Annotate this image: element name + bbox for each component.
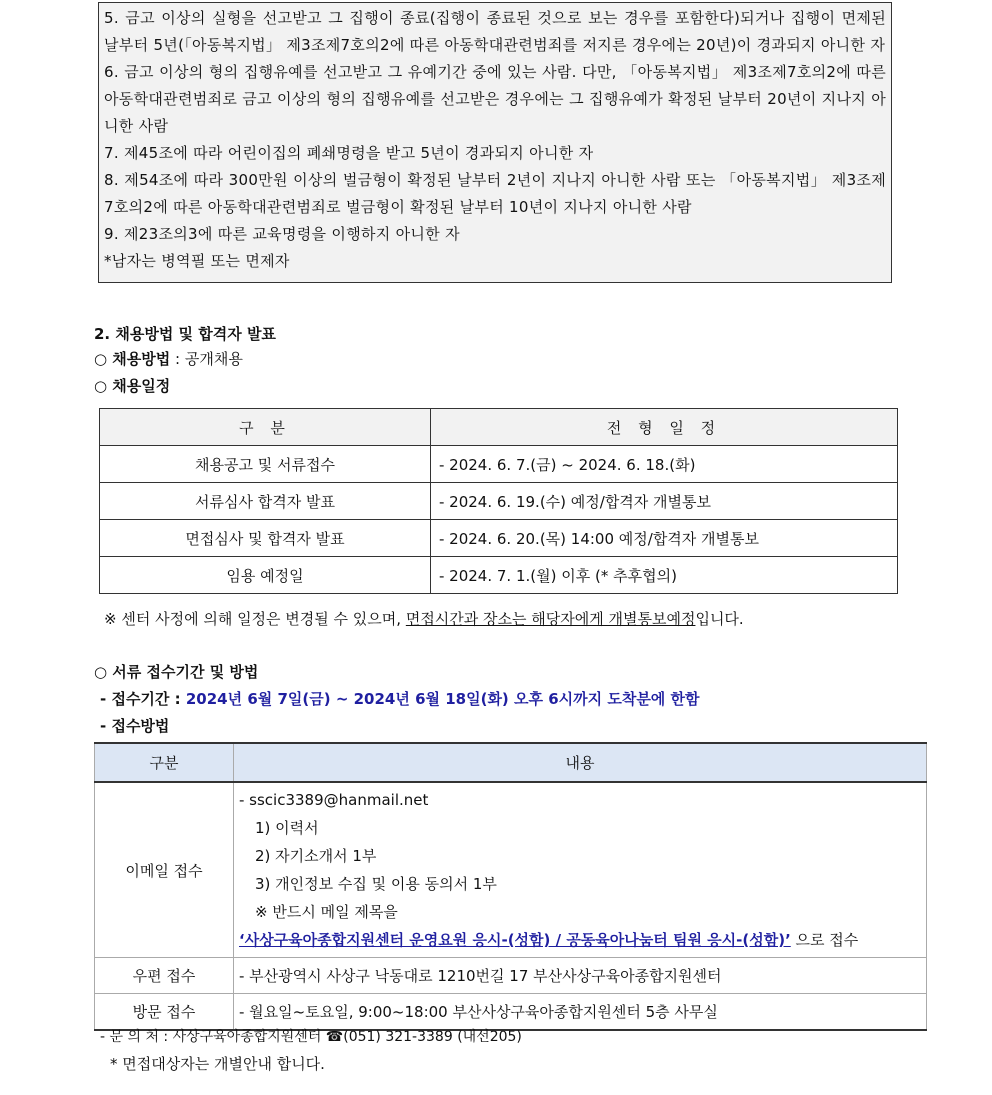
schedule-note-prefix: ※ 센터 사정에 의해 일정은 변경될 수 있으며, — [104, 610, 406, 628]
submission-method-label: - 접수방법 — [100, 717, 170, 735]
qualification-military: *남자는 병역필 또는 면제자 — [104, 252, 290, 270]
qualification-item-8: 8. 제54조에 따라 300만원 이상의 벌금형이 확정된 날부터 2년이 지나지 아니한 사람 또는 「아동복지법」 제3조제7호의2에 따른 아동학대관련범죄로 벌금형이 확정된 날부터 10년이 지나지 아니한 사람 — [104, 171, 886, 216]
qualification-item-5: 5. 금고 이상의 실형을 선고받고 그 집행이 종료(집행이 종료된 것으로 보는 경우를 포함한다)되거나 집행이 면제된 날부터 5년(「아동복지법」 제3조제7호의2에 따른 아동학대관련범죄를 저지른 경우에는 20년)이 경과되지 아니한 자 — [104, 9, 886, 54]
schedule-table — [99, 408, 898, 594]
submission-title: ○ 서류 접수기간 및 방법 — [94, 663, 259, 681]
email-subject-line — [239, 926, 921, 954]
schedule-category: 채용공고 및 서류접수 — [100, 446, 431, 483]
recruit-schedule-label: ○ 채용일정 — [94, 377, 171, 395]
schedule-note-underlined: 면접시간과 장소는 해당자에게 개별통보예정 — [405, 610, 696, 628]
email-content — [234, 782, 927, 958]
email-address: - sscic3389@hanmail.net — [239, 791, 429, 809]
table-row — [95, 958, 927, 994]
qualification-box — [98, 2, 892, 283]
table-row — [100, 483, 898, 520]
qualification-item-6: 6. 금고 이상의 형의 집행유예를 선고받고 그 유예기간 중에 있는 사람. 다만, 「아동복지법」 제3조제7호의2에 따른 아동학대관련범죄로 금고 이상의 형의 집행유예를 선고받은 경우에는 그 집행유예가 확정된 날부터 20년이 지나지 아니한 사람 — [104, 63, 886, 135]
schedule-note-suffix: 입니다. — [695, 610, 744, 628]
submission-method-table — [94, 742, 927, 1031]
schedule-date: - 2024. 6. 19.(수) 예정/합격자 개별통보 — [431, 483, 898, 520]
post-label: 우편 접수 — [95, 958, 234, 994]
visit-value: - 월요일~토요일, 9:00~18:00 부산사상구육아종합지원센터 5층 사무실 — [234, 994, 927, 1031]
qualification-item-7: 7. 제45조에 따라 어린이집의 폐쇄명령을 받고 5년이 경과되지 아니한 자 — [104, 144, 594, 162]
email-doc-1: 1) 이력서 — [255, 819, 319, 837]
submission-period-label: - 접수기간 : — [100, 690, 186, 708]
email-subject-note: ※ 반드시 메일 제목을 — [255, 903, 398, 921]
table-row — [100, 446, 898, 483]
method-header-category: 구분 — [95, 743, 234, 782]
table-row — [100, 520, 898, 557]
table-row — [95, 994, 927, 1031]
table-row — [95, 782, 927, 958]
schedule-header-category: 구 분 — [100, 409, 431, 446]
schedule-date: - 2024. 6. 7.(금) ~ 2024. 6. 18.(화) — [431, 446, 898, 483]
email-subject: ‘사상구육아종합지원센터 운영요원 응시-(성함) / 공동육아나눔터 팀원 응시-(성함)’ — [239, 931, 791, 949]
schedule-header-date: 전 형 일 정 — [431, 409, 898, 446]
recruit-method-line — [94, 348, 243, 369]
method-header-row — [95, 743, 927, 782]
post-value: - 부산광역시 사상구 낙동대로 1210번길 17 부산사상구육아종합지원센터 — [234, 958, 927, 994]
email-label: 이메일 접수 — [95, 782, 234, 958]
qualification-item-9: 9. 제23조의3에 따른 교육명령을 이행하지 아니한 자 — [104, 225, 460, 243]
schedule-category: 서류심사 합격자 발표 — [100, 483, 431, 520]
table-row — [100, 557, 898, 594]
schedule-category: 면접심사 및 합격자 발표 — [100, 520, 431, 557]
submission-period-line — [100, 688, 700, 709]
schedule-header-row — [100, 409, 898, 446]
recruit-method-value: : 공개채용 — [170, 350, 243, 368]
section-title-recruitment: 2. 채용방법 및 합격자 발표 — [94, 325, 276, 343]
schedule-note — [104, 608, 744, 629]
contact-line: - 문 의 처 : 사상구육아종합지원센터 ☎(051) 321-3389 (내선205) — [100, 1029, 522, 1045]
email-doc-2: 2) 자기소개서 1부 — [255, 847, 377, 865]
email-doc-3: 3) 개인정보 수집 및 이용 동의서 1부 — [255, 875, 497, 893]
interview-note: * 면접대상자는 개별안내 합니다. — [110, 1055, 325, 1073]
submission-period-value: 2024년 6월 7일(금) ~ 2024년 6월 18일(화) 오후 6시까지 도착분에 한함 — [185, 690, 700, 708]
email-subject-suffix: 으로 접수 — [790, 931, 859, 949]
schedule-date: - 2024. 7. 1.(월) 이후 (* 추후협의) — [431, 557, 898, 594]
schedule-category: 임용 예정일 — [100, 557, 431, 594]
method-header-content: 내용 — [234, 743, 927, 782]
visit-label: 방문 접수 — [95, 994, 234, 1031]
schedule-date: - 2024. 6. 20.(목) 14:00 예정/합격자 개별통보 — [431, 520, 898, 557]
recruit-method-label: ○ 채용방법 — [94, 350, 171, 368]
